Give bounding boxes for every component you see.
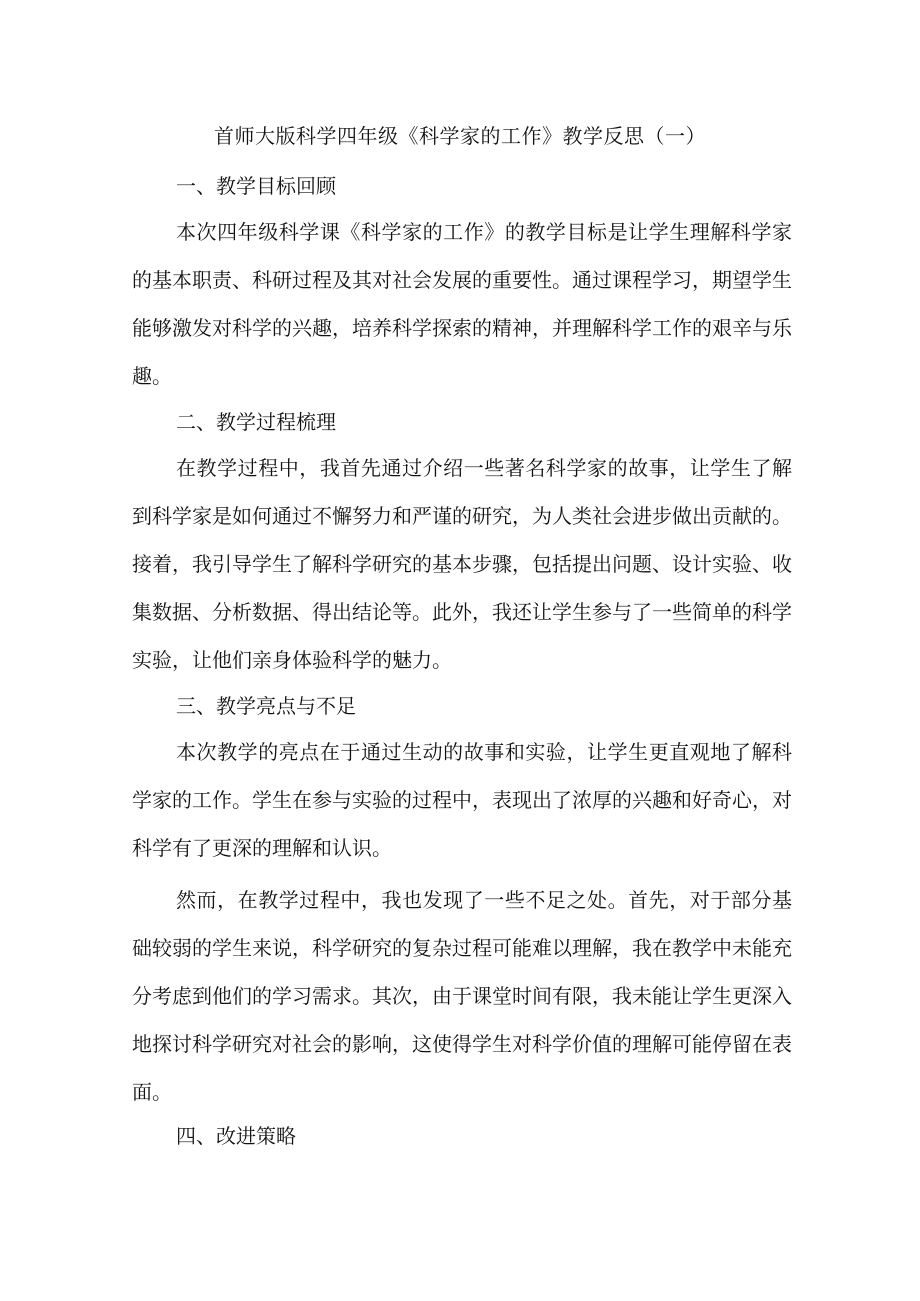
section-heading-improvement: 四、改进策略 [176, 1124, 296, 1148]
section-heading-process: 二、教学过程梳理 [176, 410, 336, 434]
paragraph-process: 在教学过程中，我首先通过介绍一些著名科学家的故事，让学生了解到科学家是如何通过不懈努力和严谨的研究，为人类社会进步做出贡献的。接着，我引导学生了解科学研究的基本步骤，包括提出问题、设计实验、收集数据、分析数据、得出结论等。此外，我还让学生参与了一些简单的科学实验，让他们亲身体验科学的魅力。 [132, 456, 792, 672]
document-title: 首师大版科学四年级《科学家的工作》教学反思（一） [214, 124, 706, 148]
paragraph-highlights: 本次教学的亮点在于通过生动的故事和实验，让学生更直观地了解科学家的工作。学生在参与实验的过程中，表现出了浓厚的兴趣和好奇心，对科学有了更深的理解和认识。 [132, 740, 792, 860]
paragraph-shortcomings: 然而，在教学过程中，我也发现了一些不足之处。首先，对于部分基础较弱的学生来说，科学研究的复杂过程可能难以理解，我在教学中未能充分考虑到他们的学习需求。其次，由于课堂时间有限，我未能让学生更深入地探讨科学研究对社会的影响，这使得学生对科学价值的理解可能停留在表面。 [132, 888, 792, 1104]
section-heading-highlights: 三、教学亮点与不足 [176, 694, 356, 718]
section-heading-objectives: 一、教学目标回顾 [176, 174, 336, 198]
paragraph-objectives: 本次四年级科学课《科学家的工作》的教学目标是让学生理解科学家的基本职责、科研过程及其对社会发展的重要性。通过课程学习，期望学生能够激发对科学的兴趣，培养科学探索的精神，并理解科学工作的艰辛与乐趣。 [132, 220, 792, 388]
